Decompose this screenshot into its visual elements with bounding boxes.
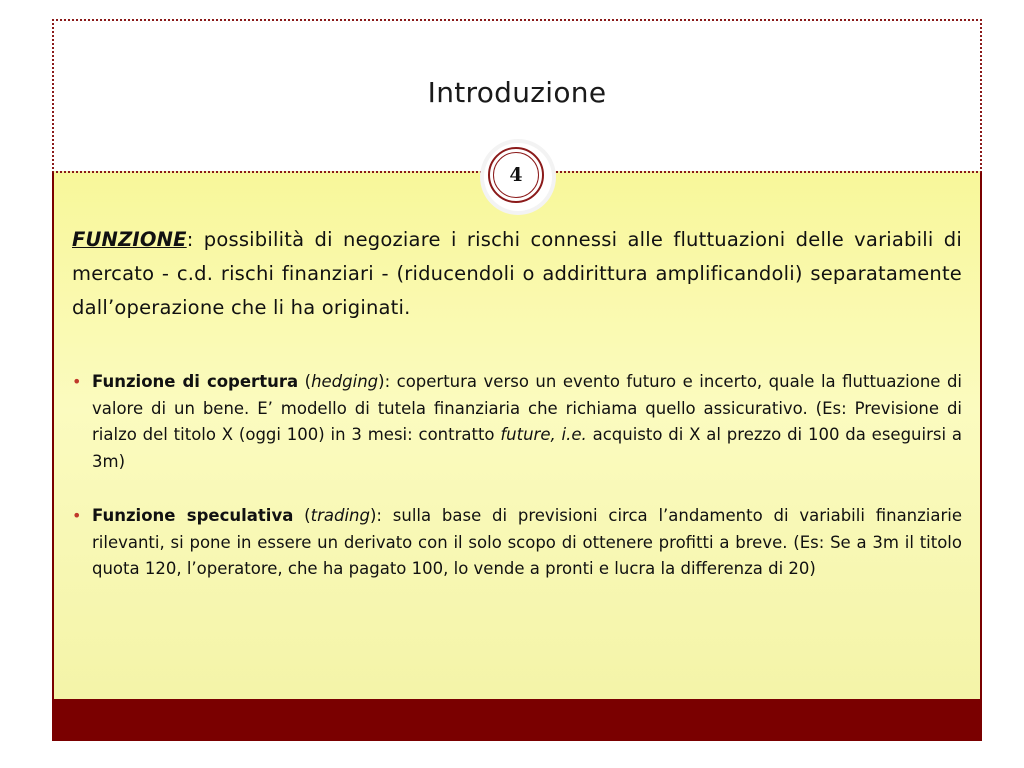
bullet-heading: Funzione speculativa (92, 506, 294, 525)
content-area (52, 171, 982, 699)
bullet-text: ): copertura verso un evento futuro e incerto, quale la fluttuazione di valore di un bene. E’ modello di tutela finanziaria che richiama quello assicurativo. (Es: Previsione di rialzo del titolo X (oggi 100) in 3 mesi: contratto (92, 372, 963, 444)
list-item-speculativa (72, 503, 962, 583)
bullet-icon: • (72, 372, 82, 391)
intro-text: : possibilità di negoziare i rischi connessi alle fluttuazioni delle variabili di mercato - c.d. rischi finanziari - (riducendoli o addirittura amplificandoli) separatamente dall’operazione che li ha originati. (72, 228, 962, 319)
list-item-copertura (72, 369, 962, 475)
slide-title: Introduzione (427, 76, 607, 109)
page-number-badge (484, 143, 552, 211)
bullet-term-open: ( (293, 506, 311, 525)
bullet-italic: future, i.e. (500, 425, 587, 444)
slide (52, 19, 980, 741)
bullet-text-end: acquisto di X al prezzo di 100 da eseguirsi a 3m) (92, 425, 962, 471)
bullet-term: trading (310, 506, 370, 525)
page-number: 4 (493, 152, 539, 198)
bullet-text: ): sulla base di previsioni circa l’andamento di variabili finanziarie rilevanti, si pone in essere un derivato con il solo scopo di ottenere profitti a breve. (Es: Se a 3m il titolo quota 120, l’operatore, che ha pagato 100, lo vende a pronti e lucra la differenza di 20) (92, 506, 963, 578)
footer-band (52, 699, 982, 741)
bullet-heading: Funzione di copertura (92, 372, 299, 391)
bullet-term-open: ( (298, 372, 312, 391)
intro-paragraph (72, 223, 962, 325)
bullet-icon: • (72, 506, 82, 525)
bullet-list (72, 369, 962, 611)
bullet-term: hedging (311, 372, 379, 391)
intro-keyword: FUNZIONE (72, 228, 187, 251)
